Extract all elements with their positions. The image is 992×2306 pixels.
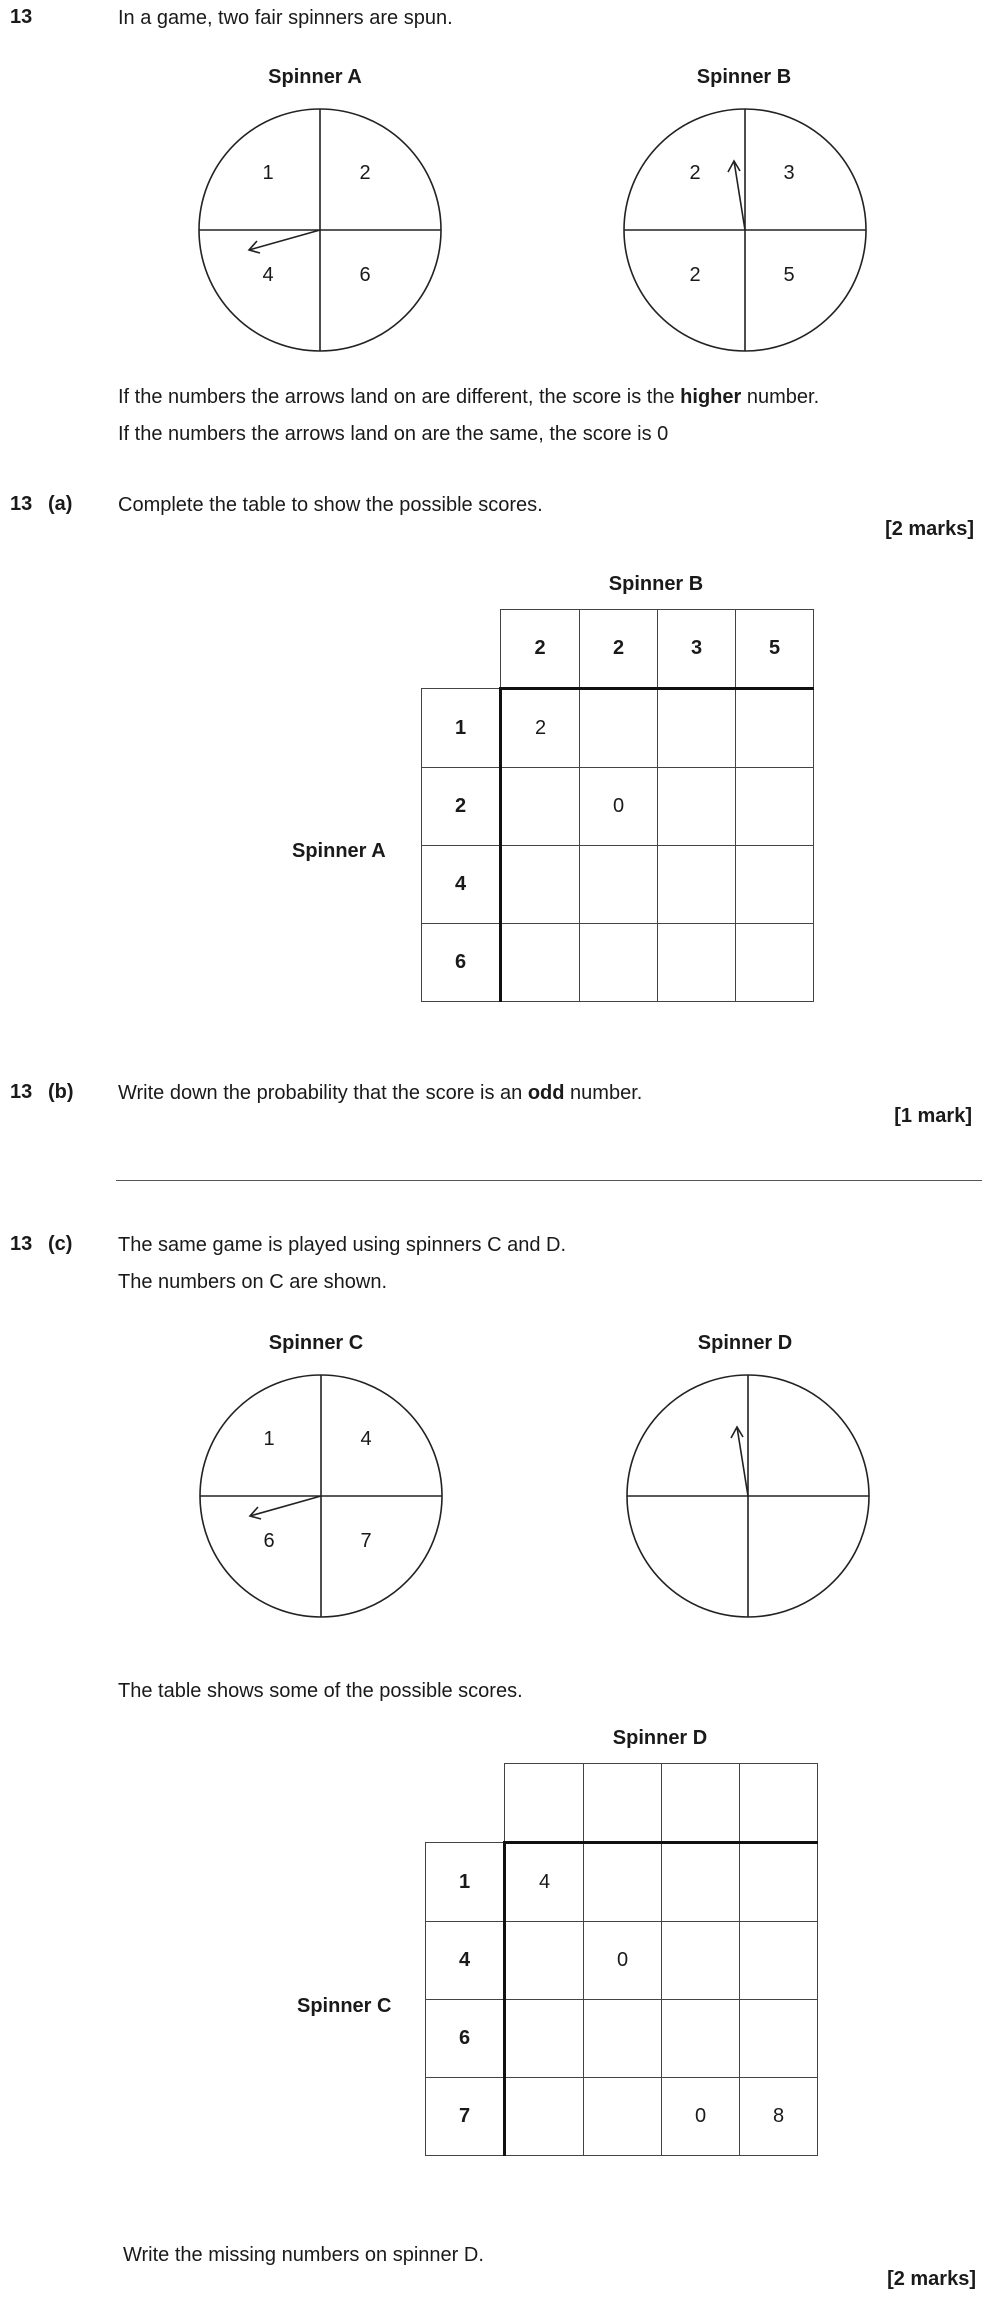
part-a-marks: [2 marks] — [885, 518, 974, 540]
col-header: 3 — [658, 610, 736, 689]
spinner-b-section: 3 — [783, 162, 795, 184]
spinner-a — [195, 105, 445, 355]
part-c-label: (c) — [48, 1233, 73, 1255]
table-row — [422, 768, 814, 846]
rule-line-1: If the numbers the arrows land on are different, the score is the higher number. — [118, 386, 820, 408]
spinner-a-arrow — [249, 230, 320, 253]
spinner-b — [620, 105, 870, 355]
row-header: 6 — [422, 924, 501, 1002]
row-header: 7 — [426, 2078, 505, 2156]
spinner-c-section: 1 — [263, 1428, 275, 1450]
part-b-number: 13 — [10, 1081, 33, 1103]
spinner-b-section: 2 — [689, 264, 701, 286]
col-header[interactable] — [740, 1764, 818, 1843]
table-cell[interactable] — [658, 768, 736, 846]
table-cell — [740, 2000, 818, 2078]
table-cell — [740, 1922, 818, 2000]
row-header: 1 — [422, 689, 501, 768]
table-cell — [584, 1843, 662, 1922]
answer-line[interactable] — [116, 1180, 982, 1181]
score-table-c — [425, 1763, 818, 2156]
spinner-d-title: Spinner D — [697, 1332, 793, 1354]
table-cell[interactable] — [658, 846, 736, 924]
part-a-number: 13 — [10, 493, 33, 515]
part-c-marks: [2 marks] — [887, 2268, 976, 2290]
table-cell — [505, 1922, 584, 2000]
table-cell: 0 — [584, 1922, 662, 2000]
table-cell[interactable]: 2 — [501, 689, 580, 768]
table-cell: 4 — [505, 1843, 584, 1922]
table-row — [426, 2078, 818, 2156]
table-cell — [505, 2078, 584, 2156]
intro-text: In a game, two fair spinners are spun. — [118, 7, 453, 29]
table-cell — [584, 2078, 662, 2156]
spinner-c-title: Spinner C — [268, 1332, 364, 1354]
rule-line-2: If the numbers the arrows land on are the same, the score is 0 — [118, 423, 669, 445]
col-header[interactable] — [505, 1764, 584, 1843]
table-row — [422, 924, 814, 1002]
table-cell[interactable] — [736, 768, 814, 846]
spinner-c-arrow — [250, 1496, 321, 1519]
spinner-d[interactable] — [623, 1371, 873, 1621]
table-cell[interactable] — [736, 924, 814, 1002]
final-prompt: Write the missing numbers on spinner D. — [123, 2244, 484, 2266]
spinner-a-section: 4 — [262, 264, 274, 286]
spinner-c-section: 7 — [360, 1530, 372, 1552]
row-header: 2 — [422, 768, 501, 846]
table-c-row-title: Spinner C — [297, 1995, 392, 2017]
part-c-number: 13 — [10, 1233, 33, 1255]
spinner-b-section: 5 — [783, 264, 795, 286]
table-a-col-title: Spinner B — [608, 573, 704, 595]
row-header: 4 — [426, 1922, 505, 2000]
table-row — [426, 2000, 818, 2078]
spinner-d-arrow — [731, 1427, 748, 1496]
col-header: 5 — [736, 610, 814, 689]
spinner-b-title: Spinner B — [696, 66, 792, 88]
col-header[interactable] — [662, 1764, 740, 1843]
part-b-label: (b) — [48, 1081, 74, 1103]
row-header: 4 — [422, 846, 501, 924]
spinner-b-arrow — [728, 161, 745, 230]
table-row — [422, 689, 814, 768]
table-cell — [740, 1843, 818, 1922]
table-intro: The table shows some of the possible scores. — [118, 1680, 523, 1702]
table-cell: 8 — [740, 2078, 818, 2156]
table-cell[interactable] — [501, 768, 580, 846]
part-c-line-2: The numbers on C are shown. — [118, 1271, 388, 1293]
table-cell — [505, 2000, 584, 2078]
col-header: 2 — [501, 610, 580, 689]
table-cell — [662, 2000, 740, 2078]
col-header[interactable] — [584, 1764, 662, 1843]
spinner-b-section: 2 — [689, 162, 701, 184]
table-cell[interactable] — [658, 689, 736, 768]
table-cell[interactable] — [736, 689, 814, 768]
part-c-line-1: The same game is played using spinners C and D. — [118, 1234, 567, 1256]
part-a-label: (a) — [48, 493, 73, 515]
table-cell[interactable] — [736, 846, 814, 924]
table-row — [426, 1843, 818, 1922]
table-cell — [662, 1922, 740, 2000]
table-cell[interactable]: 0 — [580, 768, 658, 846]
part-a-prompt: Complete the table to show the possible scores. — [118, 494, 543, 516]
spinner-c-section: 6 — [263, 1530, 275, 1552]
part-b-prompt: Write down the probability that the score is an odd number. — [118, 1082, 643, 1104]
part-b-marks: [1 mark] — [894, 1105, 972, 1127]
table-c-col-title: Spinner D — [612, 1727, 708, 1749]
spinner-a-section: 1 — [262, 162, 274, 184]
table-cell — [662, 1843, 740, 1922]
table-cell: 0 — [662, 2078, 740, 2156]
spinner-a-section: 6 — [359, 264, 371, 286]
table-cell[interactable] — [501, 846, 580, 924]
row-header: 6 — [426, 2000, 505, 2078]
table-cell[interactable] — [580, 846, 658, 924]
row-header: 1 — [426, 1843, 505, 1922]
question-number: 13 — [10, 6, 33, 28]
score-table-a — [421, 609, 814, 1002]
table-a-row-title: Spinner A — [292, 840, 386, 862]
spinner-c — [196, 1371, 446, 1621]
col-header: 2 — [580, 610, 658, 689]
table-cell[interactable] — [580, 689, 658, 768]
spinner-c-section: 4 — [360, 1428, 372, 1450]
table-cell[interactable] — [580, 924, 658, 1002]
table-cell[interactable] — [658, 924, 736, 1002]
table-row — [426, 1922, 818, 2000]
table-cell — [584, 2000, 662, 2078]
spinner-a-section: 2 — [359, 162, 371, 184]
table-row — [422, 846, 814, 924]
spinner-a-title: Spinner A — [268, 66, 362, 88]
table-cell[interactable] — [501, 924, 580, 1002]
